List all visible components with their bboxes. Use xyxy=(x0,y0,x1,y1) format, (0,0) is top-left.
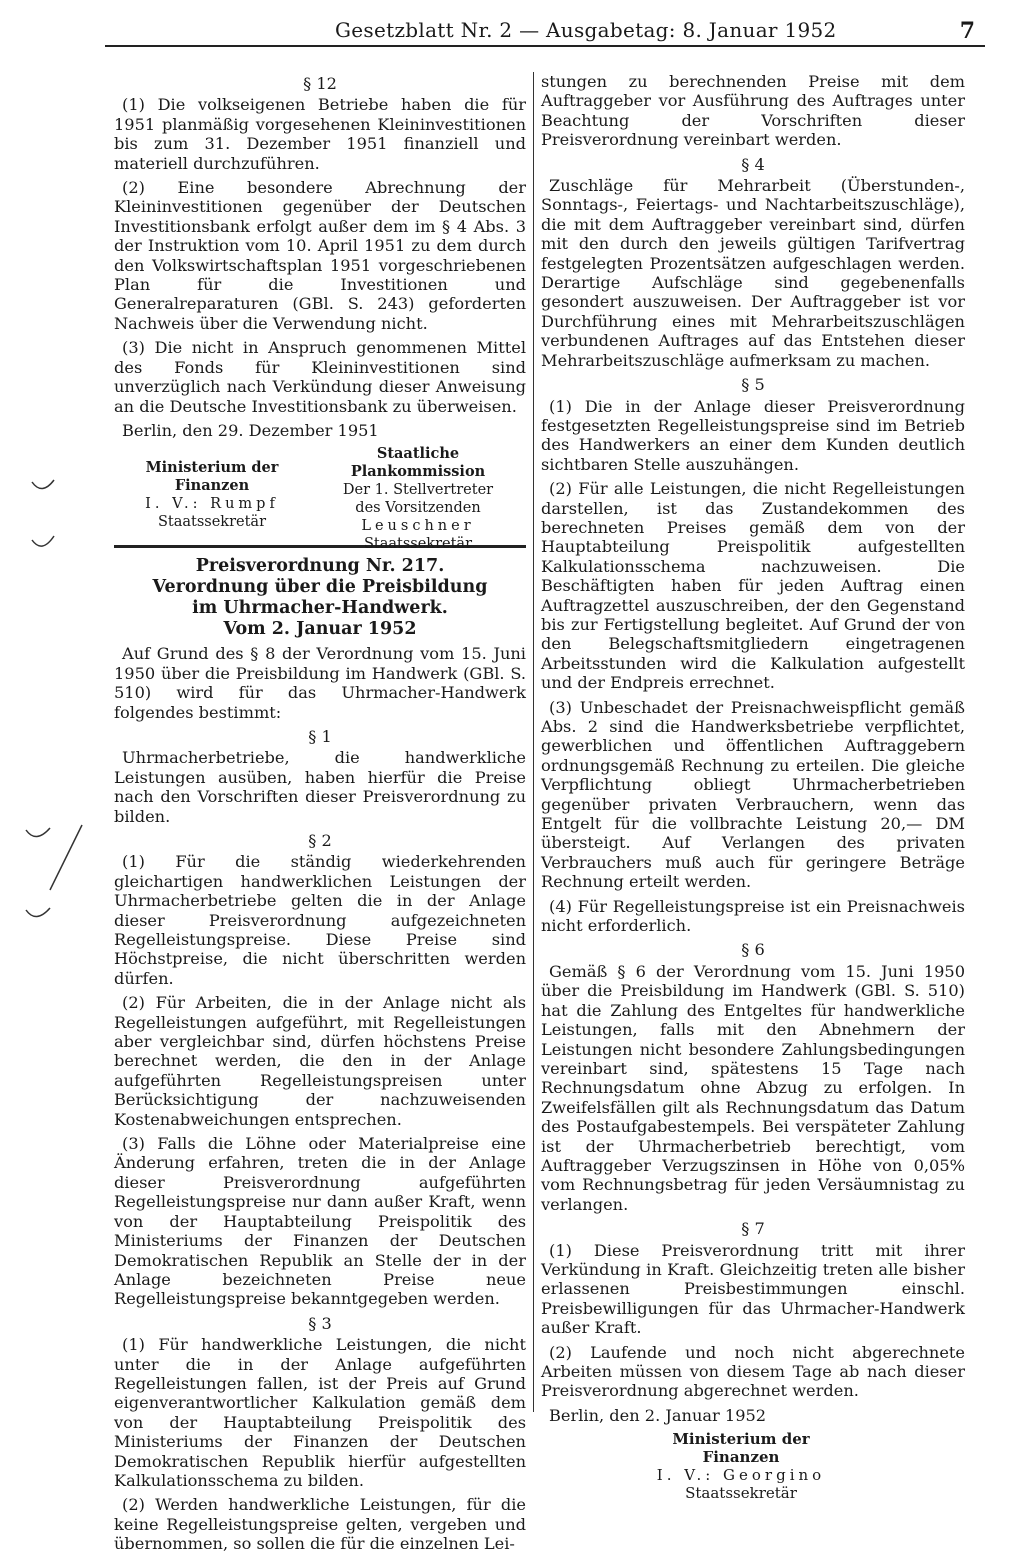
headline-preisverordnung: Preisverordnung Nr. 217. xyxy=(195,556,445,577)
section-4-para: Zuschläge für Mehrarbeit (Überstunden-, Sonntags-, Feiertags- und Nachtarbeitszuschläge), die mit dem Auftraggeber vereinbart sind, dürfen mit den durch den jeweils gültigen Tarifvertrag festgelegten Prozentsätzen aufgeschlagen werden. Derartige Aufschläge sind gegebenenfalls gesondert auszuweisen. Der Auftraggeber ist vor Durchführung eines mit Mehrarbeitszuschlägen verbundenen Auftrages auf das Entstehen dieser Mehrarbeitszuschläge aufmerksam zu machen. xyxy=(541,176,965,370)
headline-uhrmacher: im Uhrmacher-Handwerk. xyxy=(192,598,448,619)
section-2-para-3: (3) Falls die Löhne oder Materialpreise eine Änderung erfahren, treten die in der Anlage dieser Preisverordnung aufgeführten Regelleistungspreise nur dann außer Kraft, wenn von der Hauptabteilung Preispolitik des Ministeriums der Finanzen der Deutschen Demokratischen Republik an Stelle der in der Anlage bezeichneten Preise neue Regelleistungspreise bekanntgegeben werden. xyxy=(114,1134,526,1309)
signature-role: Staatssekretär xyxy=(363,536,473,553)
section-2-para-1: (1) Für die ständig wiederkehrenden gleichartigen handwerklichen Leistungen der Uhrmacherbetriebe gelten die in der Anlage dieser Preisverordnung aufgezeichneten Regelleistungspreise. Diese Preise sind Höchstpreise, die nicht überschritten werden dürfen. xyxy=(114,852,526,988)
final-signature-role: Staatssekretär xyxy=(685,1484,797,1503)
signature-role: Staatssekretär xyxy=(157,514,267,531)
signature-deputy: Der 1. Stellvertreter xyxy=(342,482,494,499)
margin-tick-4 xyxy=(26,908,50,917)
section-6-para: Gemäß § 6 der Verordnung vom 15. Juni 1950 über die Preisbildung im Handwerk (GBl. S. 510) hat die Zahlung des Entgeltes für handwerkliche Leistungen, falls mit den Abnehmern der Leistungen nicht besondere Zahlungsbedingungen vereinbart sind, spätestens 15 Tage nach Rechnungsdatum ohne Abzug zu erfolgen. In Zweifelsfällen gilt als Rechnungsdatum das Datum des Postaufgabestempels. Bei verspäteter Zahlung ist der Uhrmacherbetrieb berechtigt, vom Auftraggeber Verzugszinsen in Höhe von 0,05% vom Rechnungsbetrag für jeden Versäumnistag zu verlangen. xyxy=(541,961,965,1214)
headline-date: Vom 2. Januar 1952 xyxy=(223,619,417,640)
left-column xyxy=(114,72,526,1559)
signature-block xyxy=(114,445,526,553)
section-5-para-2: (2) Für alle Leistungen, die nicht Regelleistungen darstellen, ist das Zustandekommen des berechneten Preises gemäß dem von der Hauptabteilung Preispolitik aufgestellten Kalkulationsschema nachzuweisen. Die Beschäftigten haben für jeden Auftrag einen Auftragzettel auszuschreiben, der den Gegenstand bis zur Fertigstellung begleitet. Auf Grund der von den Belegschaftsmitgliedern eingetragenen Arbeitsstunden wird die Kalkulation aufgestellt und der Endpreis errechnet. xyxy=(541,479,965,693)
section-12-para-3: (3) Die nicht in Anspruch genommenen Mittel des Fonds für Kleininvestitionen sind unverzüglich nach Verkündung dieser Anweisung an die Deutsche Investitionsbank zu überweisen. xyxy=(114,338,526,416)
section-3-para-1: (1) Für handwerkliche Leistungen, die nicht unter die in der Anlage aufgeführten Regelleistungen fallen, ist der Preis auf Grund eigenverantwortlicher Kalkulation gemäß dem von der Hauptabteilung Preispolitik des Ministeriums der Finanzen der Deutschen Demokratischen Republik hierfür aufgestellten Kalkulationsschema zu bilden. xyxy=(114,1335,526,1490)
date-line: Berlin, den 29. Dezember 1951 xyxy=(122,420,379,440)
section-7-title: § 7 xyxy=(741,1219,765,1239)
column-divider xyxy=(533,72,534,1412)
section-3-title: § 3 xyxy=(308,1313,332,1333)
section-7-para-1: (1) Diese Preisverordnung tritt mit ihrer Verkündung in Kraft. Gleichzeitig treten alle bisher erlassenen Preisbestimmungen einschl. Preisbewilligungen für das Uhrmacher-Handwerk außer Kraft. xyxy=(541,1240,965,1338)
section-4-title: § 4 xyxy=(741,154,765,174)
section-6-title: § 6 xyxy=(741,940,765,960)
section-5-para-3: (3) Unbeschadet der Preisnachweispflicht gemäß Abs. 2 sind die Handwerksbetriebe verpflichtet, gewerblichen und öffentlichen Auftraggebern ordnungsgemäß Rechnung zu erteilen. Die gleiche Verpflichtung obliegt Uhrmacherbetrieben gegenüber privaten Verbrauchern, wenn das Entgelt für die vollbrachte Leistung 20,— DM übersteigt. Auf Verlangen des privaten Verbrauchers muß auch für geringere Beträge Rechnung erteilt werden. xyxy=(541,697,965,892)
signature-ministry: Ministerium der Finanzen xyxy=(145,459,279,495)
date-line: Berlin, den 2. Januar 1952 xyxy=(549,1405,767,1425)
page-header xyxy=(105,12,985,48)
intro-paragraph: Auf Grund des § 8 der Verordnung vom 15. Juni 1950 über die Preisbildung im Handwerk (GBl. S. 510) wird für das Uhrmacher-Handwerk folgendes bestimmt: xyxy=(114,644,526,722)
handwritten-margin-marks xyxy=(20,470,90,930)
signature-ministry: Staatliche Plankommission xyxy=(350,445,486,481)
headline-verordnung: Verordnung über die Preisbildung xyxy=(152,577,488,598)
section-12-title: § 12 xyxy=(303,74,337,93)
right-column xyxy=(541,72,965,1502)
header-rule xyxy=(105,45,985,47)
section-1-para: Uhrmacherbetriebe, die handwerkliche Leistungen ausüben, haben hierfür die Preise nach den Vorschriften dieser Preisverordnung zu bilden. xyxy=(114,748,526,826)
section-2-para-2: (2) Für Arbeiten, die in der Anlage nicht als Regelleistungen aufgeführt, mit Regelleistungen aber vergleichbar sind, dürfen höchstens Preise berechnet werden, die den in der Anlage aufgeführten Regelleistungspreisen unter Berücksichtigung der nachzuweisenden Kostenabweichungen entsprechen. xyxy=(114,993,526,1129)
section-1-title: § 1 xyxy=(308,726,332,746)
final-signature xyxy=(641,1430,841,1502)
section-12-para-1: (1) Die volkseigenen Betriebe haben die für 1951 planmäßig vorgesehenen Kleininvestitionen bis zum 31. Dezember 1951 finanziell und materiell durchzuführen. xyxy=(114,95,526,173)
margin-tick-1 xyxy=(32,480,54,489)
margin-slash xyxy=(50,825,82,890)
margin-tick-3 xyxy=(26,828,50,837)
margin-tick-2 xyxy=(32,536,54,546)
page-number: 7 xyxy=(959,18,975,44)
section-5-title: § 5 xyxy=(741,375,765,395)
header-title: Gesetzblatt Nr. 2 — Ausgabetag: 8. Januar 1952 xyxy=(335,18,837,42)
section-5-para-4: (4) Für Regelleistungspreise ist ein Preisnachweis nicht erforderlich. xyxy=(541,896,965,936)
final-signature-ministry: Ministerium der Finanzen xyxy=(672,1430,810,1467)
signature-finance xyxy=(114,459,310,531)
signature-name: I. V.: Rumpf xyxy=(145,496,279,513)
section-2-title: § 2 xyxy=(308,830,332,850)
section-5-para-1: (1) Die in der Anlage dieser Preisverordnung festgesetzten Regelleistungspreise sind im Betrieb des Handwerkers an einer dem Kunden deutlich sichtbaren Stelle auszuhängen. xyxy=(541,396,965,474)
signature-of-chair: des Vorsitzenden xyxy=(355,500,481,517)
section-3-para-2: (2) Werden handwerkliche Leistungen, für die keine Regelleistungspreise gelten, vergeben und übernommen, so sollen die für die einzelnen Lei- xyxy=(114,1495,526,1554)
section-12-para-2: (2) Eine besondere Abrechnung der Kleininvestitionen gegenüber der Deutschen Investitionsbank erfolgt außer dem im § 4 Abs. 3 der Instruktion vom 10. April 1951 zu dem durch den Volkswirtschaftsplan 1951 vorgeschriebenen Plan für die Investitionen und Generalreparaturen (GBl. S. 243) geforderten Nachweis über die Verwendung nicht. xyxy=(114,178,526,333)
signature-plankommission xyxy=(310,445,526,553)
final-signature-name: I. V.: Georgino xyxy=(656,1466,826,1485)
signature-name: Leuschner xyxy=(361,518,475,535)
section-7-para-2: (2) Laufende und noch nicht abgerechnete Arbeiten müssen von diesem Tage ab nach dieser Preisverordnung abgerechnet werden. xyxy=(541,1342,965,1401)
continuation-paragraph: stungen zu berechnenden Preise mit dem Auftraggeber vor Ausführung des Auftrages unter Beachtung der Vorschriften dieser Preisverordnung vereinbart werden. xyxy=(541,72,965,150)
